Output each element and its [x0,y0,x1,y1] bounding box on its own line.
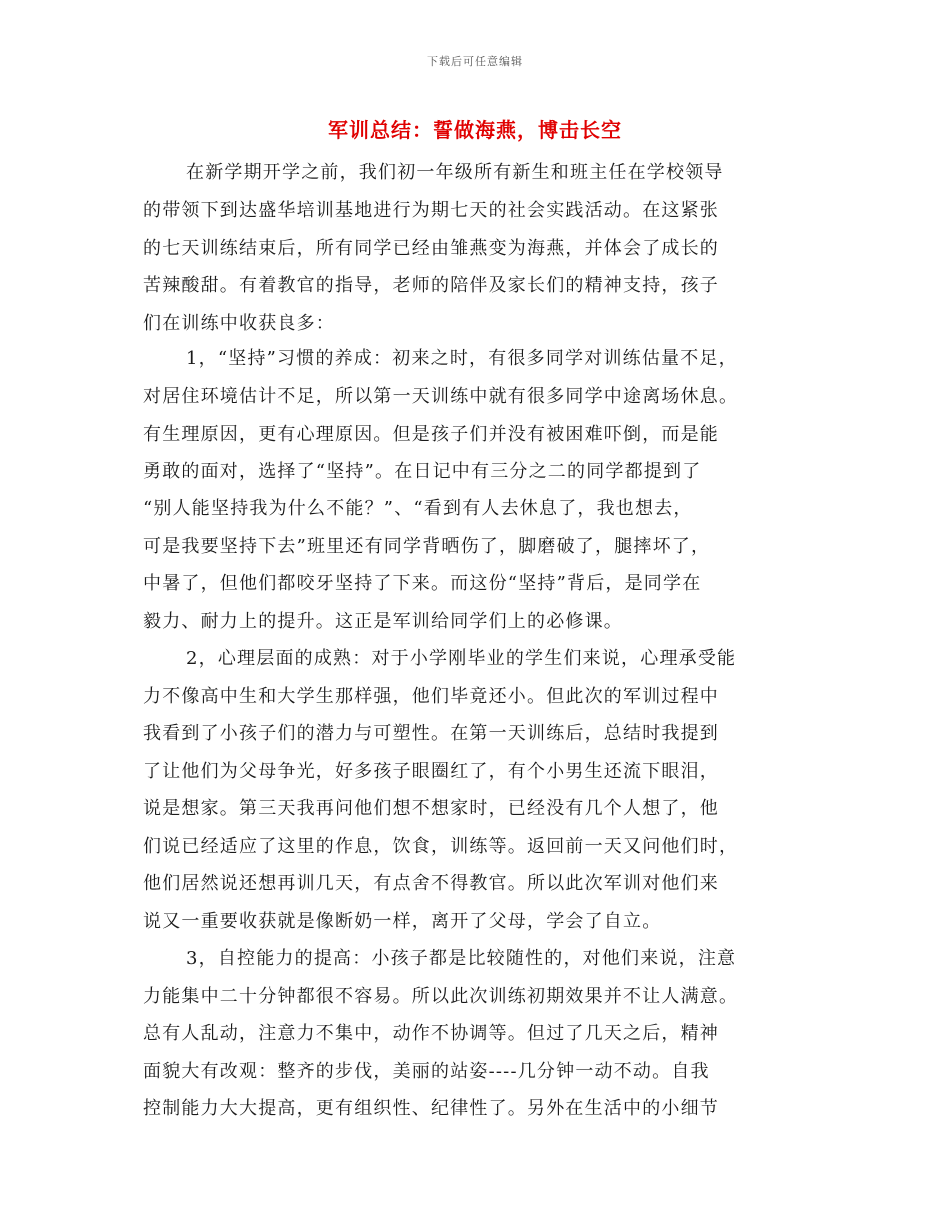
paragraph-line: 面貌大有改观：整齐的步伐，美丽的站姿----几分钟一动不动。自我 [143,1061,710,1082]
paragraph-line: 可是我要坚持下去”班里还有同学背晒伤了，脚磨破了，腿摔坏了， [143,536,711,557]
paragraph-line: 了让他们为父母争光，好多孩子眼圈红了，有个小男生还流下眼泪， [143,761,719,782]
page-title: 军训总结：誓做海燕，博击长空 [328,118,622,142]
paragraph-line: 说是想家。第三天我再问他们想不想家时，已经没有几个人想了，他 [143,798,719,819]
paragraph-line: 他们居然说还想再训几天，有点舍不得教官。所以此次军训对他们来 [143,873,719,894]
paragraph-line: 的带领下到达盛华培训基地进行为期七天的社会实践活动。在这紧张 [143,200,719,221]
paragraph-line: 毅力、耐力上的提升。这正是军训给同学们上的必修课。 [143,611,623,632]
paragraph-line: 们说已经适应了这里的作息，饮食，训练等。返回前一天又问他们时， [143,836,739,857]
paragraph-line: 们在训练中收获良多： [143,313,335,334]
paragraph-line: 3，自控能力的提高：小孩子都是比较随性的，对他们来说，注意 [186,948,737,969]
paragraph-line: 力能集中二十分钟都很不容易。所以此次训练初期效果并不让人满意。 [143,986,739,1007]
paragraph-line: 中暑了，但他们都咬牙坚持了下来。而这份“坚持”背后，是同学在 [143,573,702,594]
paragraph-line: 对居住环境估计不足，所以第一天训练中就有很多同学中途离场休息。 [143,386,739,407]
paragraph-line: 有生理原因，更有心理原因。但是孩子们并没有被困难吓倒，而是能 [143,424,719,445]
paragraph-line: 总有人乱动，注意力不集中，动作不协调等。但过了几天之后，精神 [143,1023,719,1044]
paragraph-line: “别人能坚持我为什么不能？”、“看到有人去休息了，我也想去， [143,498,693,519]
paragraph-line: 控制能力大大提高，更有组织性、纪律性了。另外在生活中的小细节 [143,1098,719,1119]
paragraph-line: 勇敢的面对，选择了“坚持”。在日记中有三分之二的同学都提到了 [143,461,702,482]
header-note: 下载后可任意编辑 [427,55,523,68]
paragraph-line: 的七天训练结束后，所有同学已经由雏燕变为海燕，并体会了成长的 [143,238,719,259]
paragraph-line: 1，“坚持”习惯的养成：初来之时，有很多同学对训练估量不足， [186,348,738,369]
paragraph-line: 力不像高中生和大学生那样强，他们毕竟还小。但此次的军训过程中 [143,686,719,707]
paragraph-line: 在新学期开学之前，我们初一年级所有新生和班主任在学校领导 [186,162,724,183]
paragraph-line: 2，心理层面的成熟：对于小学刚毕业的学生们来说，心理承受能 [186,648,737,669]
paragraph-line: 苦辣酸甜。有着教官的指导，老师的陪伴及家长们的精神支持，孩子 [143,275,719,296]
paragraph-line: 我看到了小孩子们的潜力与可塑性。在第一天训练后，总结时我提到 [143,723,719,744]
paragraph-line: 说又一重要收获就是像断奶一样，离开了父母，学会了自立。 [143,911,662,932]
